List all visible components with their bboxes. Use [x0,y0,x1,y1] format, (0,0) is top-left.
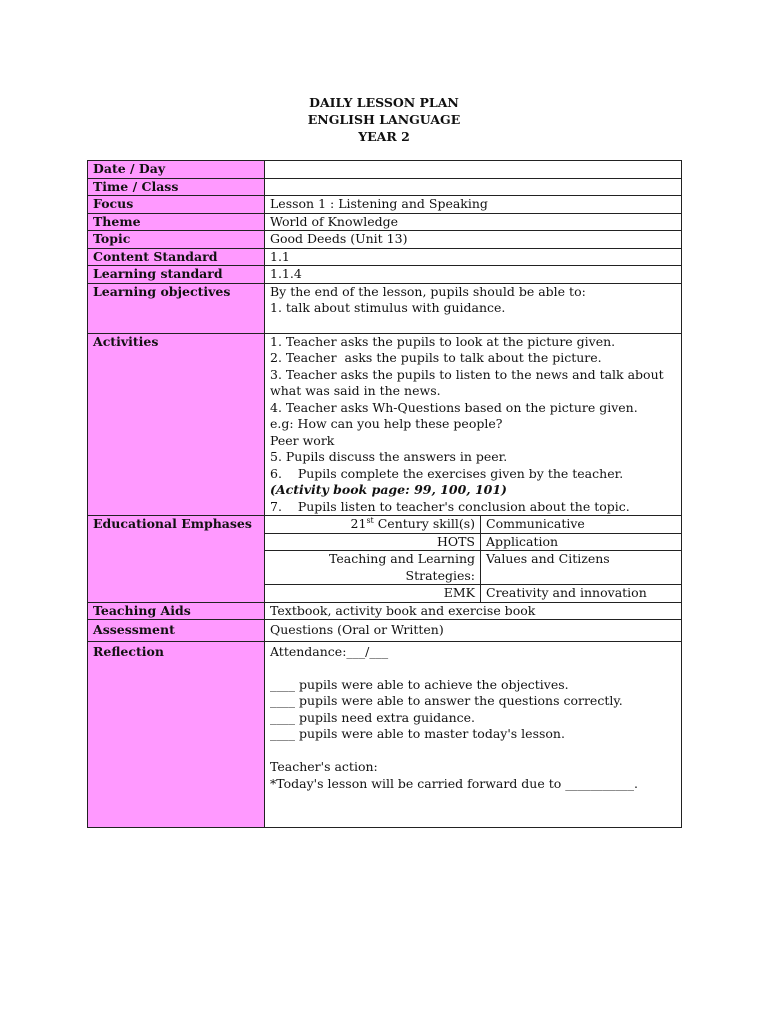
value-learning-standard: 1.1.4 [265,266,682,284]
label-date-day: Date / Day [88,161,265,179]
label-focus: Focus [88,196,265,214]
emphasis-row [265,551,681,585]
emphasis-tls-value: Values and Citizens [481,551,682,585]
row-educational-emphases [88,516,682,603]
teacher-action-line: *Today's lesson will be carried forward due to ___________. [270,775,638,791]
label-activities: Activities [88,333,265,516]
value-date-day [265,161,682,179]
row-assessment [88,620,682,642]
label-content-standard: Content Standard [88,248,265,266]
activity-line: Peer work [270,432,335,448]
activity-line-6 [270,466,676,499]
title-line-2: ENGLISH LANGUAGE [307,112,461,127]
attendance-line: Attendance:___/___ [270,643,389,659]
row-time-class [88,178,682,196]
row-theme [88,213,682,231]
activity-6-pages: (Activity book page: 99, 100, 101) [270,482,507,497]
reflection-line: ____ pupils were able to answer the questions correctly. [270,693,623,708]
teacher-action-title: Teacher's action: [270,759,378,774]
row-teaching-aids [88,602,682,620]
value-activities [265,333,682,516]
century-ordinal: st [366,516,374,525]
century-text: Century skill(s) [373,516,475,531]
emphasis-hots-label: HOTS [265,533,481,551]
value-learning-objectives [265,283,682,333]
activity-line: 2. Teacher asks the pupils to talk about the picture. [270,350,602,365]
label-educational-emphases: Educational Emphases [88,516,265,603]
title-line-3: YEAR 2 [358,129,410,144]
activity-line: 1. Teacher asks the pupils to look at the picture given. [270,333,616,349]
value-content-standard: 1.1 [265,248,682,266]
emphasis-tls-label: Teaching and Learning Strategies: [265,551,481,585]
reflection-line: ____ pupils were able to achieve the objectives. [270,676,569,692]
reflection-line: ____ pupils need extra guidance. [270,709,476,725]
emphasis-emk-label: EMK [265,585,481,602]
label-learning-objectives: Learning objectives [88,283,265,333]
emphasis-row [265,516,681,533]
emphasis-emk-value: Creativity and innovation [486,585,647,600]
row-reflection [88,641,682,827]
emphasis-century-label [265,516,481,533]
emphasis-century-value: Communicative [481,516,682,533]
label-topic: Topic [88,231,265,249]
row-learning-objectives [88,283,682,333]
row-focus [88,196,682,214]
value-reflection [265,641,682,827]
activity-line: 5. Pupils discuss the answers in peer. [270,449,508,464]
emphasis-row [265,533,681,551]
reflection-line: ____ pupils were able to master today's lesson. [270,726,565,741]
title-line-1: DAILY LESSON PLAN [309,95,459,110]
value-focus: Lesson 1 : Listening and Speaking [265,196,682,214]
value-teaching-aids: Textbook, activity book and exercise book [265,602,682,620]
objective-line: By the end of the lesson, pupils should be able to: [270,283,586,299]
value-time-class [265,178,682,196]
emphases-table [265,516,681,602]
label-assessment: Assessment [88,620,265,642]
activity-line-7: 7. Pupils listen to teacher's conclusion about the topic. [270,498,630,514]
row-learning-standard [88,266,682,284]
row-topic [88,231,682,249]
label-teaching-aids: Teaching Aids [88,602,265,620]
label-learning-standard: Learning standard [88,266,265,284]
value-theme: World of Knowledge [265,213,682,231]
label-reflection: Reflection [88,641,265,827]
activity-line: 3. Teacher asks the pupils to listen to the news and talk about what was said in the news. [270,366,668,398]
spacer [270,660,676,677]
label-time-class: Time / Class [88,178,265,196]
objective-line: 1. talk about stimulus with guidance. [270,300,506,315]
activity-line: e.g: How can you help these people? [270,416,503,431]
spacer [270,743,676,760]
value-assessment: Questions (Oral or Written) [265,620,682,642]
value-topic: Good Deeds (Unit 13) [265,231,682,249]
row-activities [88,333,682,516]
activity-6-text: 6. Pupils complete the exercises given by the teacher. [270,465,628,481]
lesson-plan-table [87,160,682,828]
activity-line: 4. Teacher asks Wh-Questions based on the picture given. [270,399,638,415]
century-number: 21 [350,516,367,531]
row-content-standard [88,248,682,266]
emphasis-row [265,585,681,602]
value-educational-emphases [265,516,682,603]
label-theme: Theme [88,213,265,231]
row-date-day [88,161,682,179]
emphasis-hots-value: Application [481,533,682,551]
document-title [0,94,768,145]
